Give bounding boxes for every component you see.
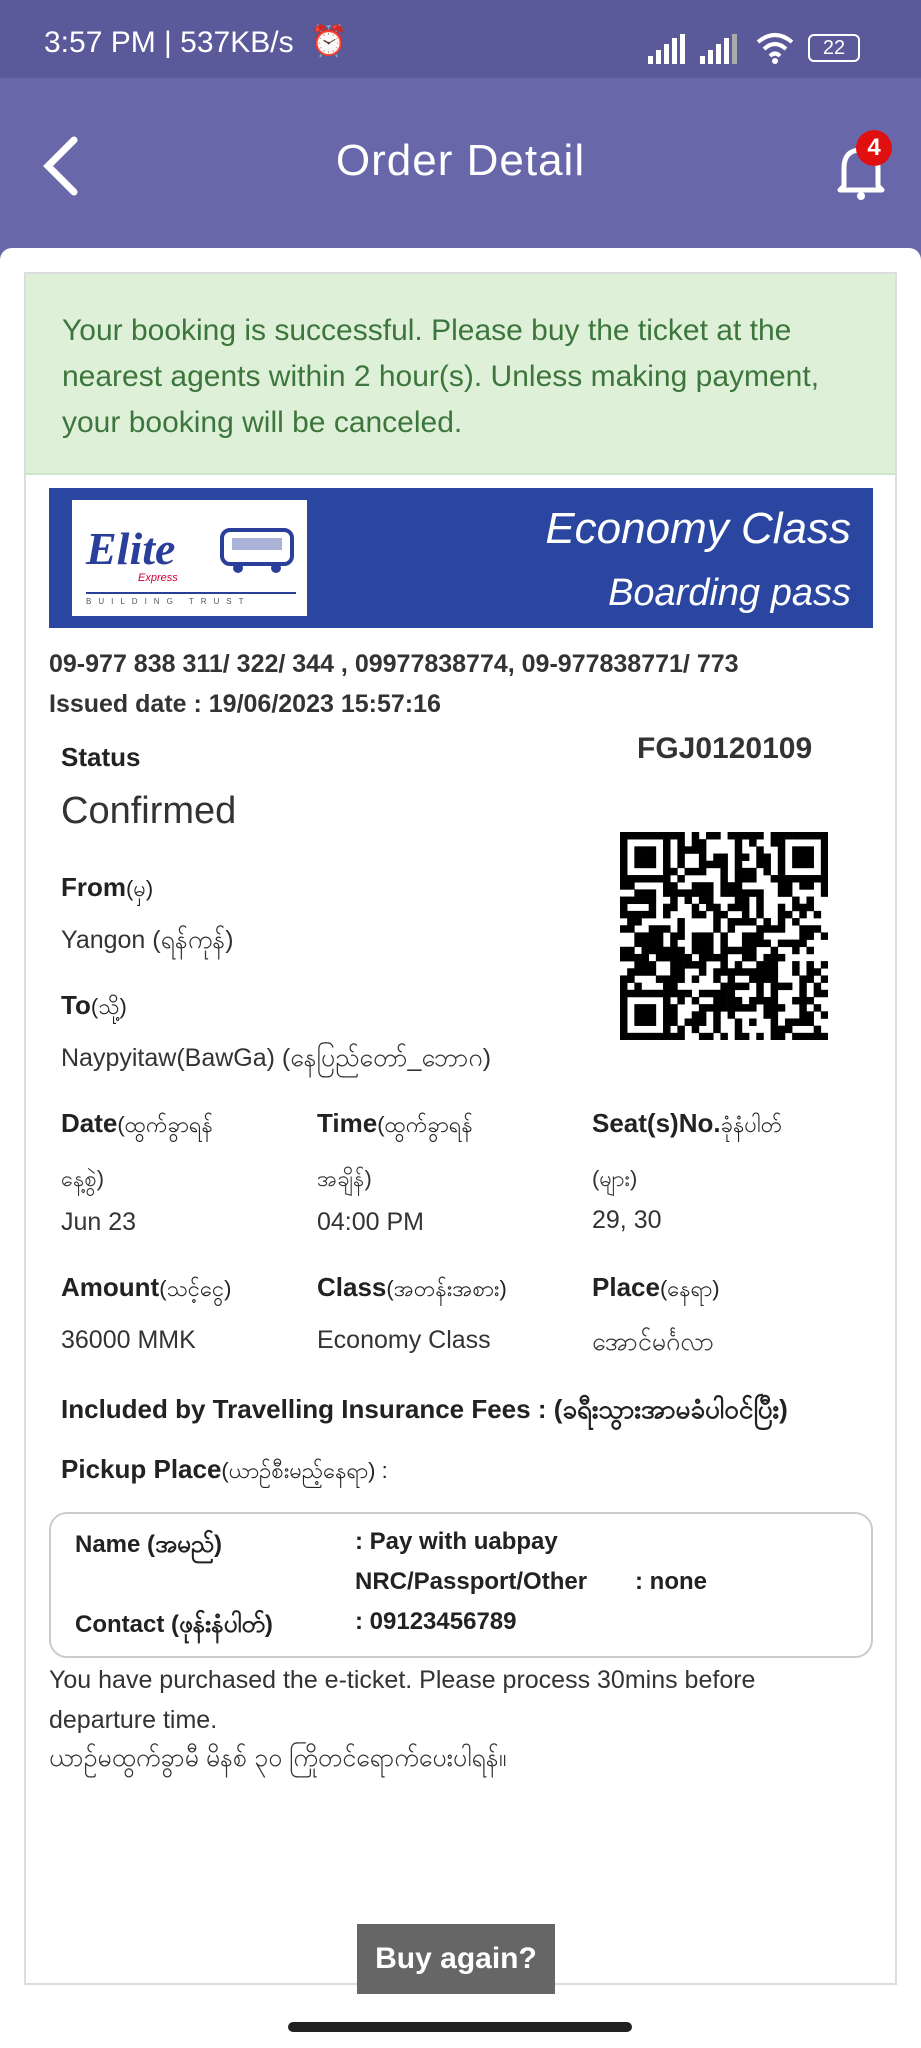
class-label: Class bbox=[317, 1272, 387, 1302]
signal-icon bbox=[648, 34, 692, 64]
date-label-mm: (ထွက်ခွာရန် bbox=[117, 1112, 213, 1137]
eticket-notice-mm: ယာဉ်မထွက်ခွာမီ မိနစ် ၃၀ ကြိုတင်ရောက်ပေးပါရန်။ bbox=[49, 1744, 507, 1772]
app-bar bbox=[0, 78, 921, 248]
from-label: From bbox=[61, 872, 126, 902]
seat-label: Seat(s)No. bbox=[592, 1108, 721, 1138]
pickup-label-mm: (ယာဉ်စီးမည့်နေရာ) : bbox=[221, 1458, 388, 1483]
time-label-mm2: အချိန်) bbox=[317, 1166, 372, 1191]
to-label: To bbox=[61, 990, 91, 1020]
amount-label: Amount bbox=[61, 1272, 160, 1302]
status-value: Confirmed bbox=[61, 790, 237, 832]
eticket-notice: You have purchased the e-ticket. Please process 30mins before departure time. bbox=[49, 1666, 756, 1734]
from-value: Yangon (ရန်ကုန်) bbox=[61, 926, 234, 954]
date-label: Date bbox=[61, 1108, 118, 1138]
boarding-pass-label: Boarding pass bbox=[608, 572, 851, 614]
class-title: Economy Class bbox=[545, 504, 851, 553]
boarding-banner bbox=[49, 488, 873, 628]
class-label-mm: (အတန်းအစား) bbox=[386, 1276, 507, 1301]
from-label-mm: (မှ) bbox=[126, 876, 154, 901]
date-label-mm2: နေ့စွဲ) bbox=[61, 1166, 105, 1191]
name-label: Name (အမည်) bbox=[75, 1531, 222, 1558]
time-value: 04:00 PM bbox=[317, 1208, 425, 1236]
ticket-code: FGJ0120109 bbox=[637, 732, 813, 765]
to-label-mm: (သို့) bbox=[90, 994, 127, 1019]
seat-label-mm2: (များ) bbox=[592, 1166, 638, 1191]
place-label: Place bbox=[592, 1272, 660, 1302]
passenger-info bbox=[49, 1512, 873, 1658]
battery-icon bbox=[808, 34, 860, 62]
to-value: Naypyitaw(BawGa) (နေပြည်တော်_ဘောဂ) bbox=[61, 1044, 492, 1072]
date-value: Jun 23 bbox=[61, 1208, 137, 1236]
success-alert: Your booking is successful. Please buy the ticket at the nearest agents within 2 hour(s). Unless making payment, your booking will be canceled. bbox=[26, 274, 895, 475]
operator-phones: 09-977 838 311/ 322/ 344 , 09977838774, 09-977838771/ 773 bbox=[49, 650, 739, 678]
notifications-button[interactable] bbox=[832, 130, 892, 200]
seat-label-mm: ခုံနံပါတ် bbox=[720, 1112, 783, 1137]
insurance-note: Included by Travelling Insurance Fees : (ခရီးသွားအာမခံပါဝင်ပြီး) bbox=[61, 1394, 788, 1424]
amount-value: 36000 MMK bbox=[61, 1326, 196, 1354]
battery-level: 22 bbox=[822, 37, 846, 59]
notification-badge: 4 bbox=[856, 130, 892, 166]
page-title: Order Detail bbox=[335, 136, 586, 185]
status-bar bbox=[0, 0, 921, 78]
issued-date: Issued date : 19/06/2023 15:57:16 bbox=[49, 690, 441, 718]
nrc-value: : none bbox=[635, 1568, 707, 1595]
contact-value: : 09123456789 bbox=[355, 1608, 517, 1635]
place-label-mm: (နေရာ) bbox=[659, 1276, 720, 1301]
time-label-mm: (ထွက်ခွာရန် bbox=[377, 1112, 473, 1137]
contact-label: Contact (ဖုန်းနံပါတ်) bbox=[75, 1611, 273, 1638]
time-label: Time bbox=[317, 1108, 378, 1138]
buy-again-button[interactable]: Buy again? bbox=[357, 1924, 555, 1994]
signal-icon bbox=[700, 34, 744, 64]
status-label: Status bbox=[61, 742, 141, 772]
operator-logo: Elite Express BUILDING TRUST bbox=[72, 500, 307, 616]
class-value: Economy Class bbox=[317, 1326, 491, 1354]
amount-label-mm: (သင့်ငွေ) bbox=[159, 1276, 232, 1301]
place-value: အောင်မင်္ဂလာ bbox=[592, 1328, 714, 1356]
home-indicator bbox=[288, 2022, 632, 2032]
nrc-label: NRC/Passport/Other bbox=[355, 1568, 588, 1595]
pickup-label: Pickup Place bbox=[61, 1454, 222, 1484]
name-value: : Pay with uabpay bbox=[355, 1528, 558, 1555]
wifi-icon bbox=[756, 32, 794, 64]
seat-value: 29, 30 bbox=[592, 1206, 662, 1234]
status-time: 3:57 PM | 537KB/s bbox=[44, 26, 294, 59]
qr-code bbox=[620, 832, 828, 1040]
alarm-icon: ⏰ bbox=[310, 25, 348, 58]
